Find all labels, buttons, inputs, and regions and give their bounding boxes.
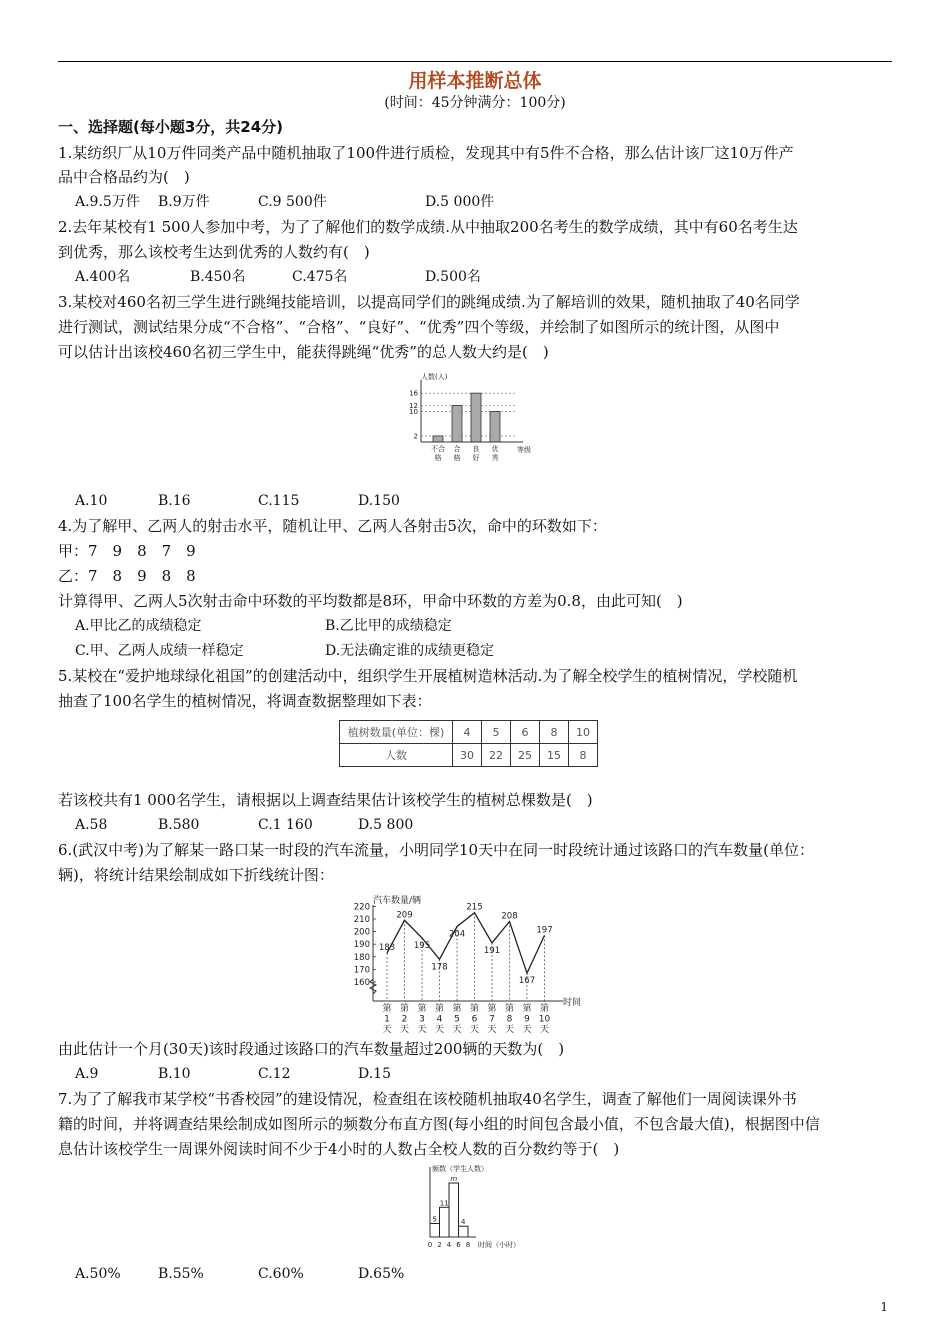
- q4-line1: 4.为了解甲、乙两人的射击水平，随机让甲、乙两人各射击5次，命中的环数如下：: [58, 517, 607, 535]
- chart3-xlabel: 时间（小时）: [478, 1241, 520, 1249]
- page-title: 用样本推断总体: [408, 70, 542, 92]
- chart2-xtick-label: 第: [434, 1004, 445, 1014]
- q4-yi-scores: 乙：7 8 9 8 8: [58, 567, 196, 585]
- chart1-bar: [471, 393, 481, 442]
- chart3-bar: [459, 1226, 469, 1237]
- section-heading: 一、选择题(每小题3分，共24分): [58, 118, 284, 136]
- q5-option-c: C.1 160: [258, 817, 313, 833]
- chart2-xtick-label: 2: [401, 1014, 408, 1025]
- chart1-xtick-label: 好: [472, 454, 480, 462]
- chart2-xtick-label: 3: [419, 1014, 425, 1025]
- q7-line2: 籍的时间，并将调查结果绘制成如图所示的频数分布直方图(每小组的时间包含最小值，不包含最大值)，根据图中信: [58, 1115, 820, 1133]
- q1-option-a: A.9.5万件: [75, 194, 140, 210]
- chart2-series-line: [387, 913, 545, 973]
- q7-line3: 息估计该校学生一周课外阅读时间不少于4小时的人数占全校人数的百分数约等于( ): [58, 1140, 620, 1158]
- chart2-data-label: 197: [536, 925, 553, 936]
- q6-line2: 辆)，将统计结果绘制成如下折线统计图：: [58, 866, 334, 884]
- q4-option-d: D.无法确定谁的成绩更稳定: [325, 643, 495, 659]
- chart2-xtick-label: 第: [522, 1004, 532, 1014]
- grade-bar-chart: [405, 370, 545, 470]
- q4-option-a: A.甲比乙的成绩稳定: [75, 618, 202, 634]
- q3-option-d: D.150: [358, 493, 400, 509]
- chart2-xtick-label: 第: [469, 1004, 480, 1014]
- q4-option-c: C.甲、乙两人成绩一样稳定: [75, 643, 244, 659]
- chart3-bar: [440, 1207, 450, 1237]
- q7-option-b: B.55%: [158, 1266, 204, 1282]
- table-header-cell: 植树数量(单位：棵): [340, 721, 453, 744]
- chart1-bar: [433, 436, 443, 442]
- chart3-xtick-label: 0: [427, 1241, 433, 1249]
- table-cell: 25: [511, 744, 540, 767]
- chart2-data-label: 215: [466, 902, 483, 913]
- chart2-xtick-label: 天: [487, 1025, 497, 1033]
- table-cell: 4: [453, 721, 482, 744]
- chart2-xtick-label: 天: [469, 1025, 480, 1033]
- chart2-ytick-label: 220: [353, 902, 370, 913]
- chart1-ytick-label: 16: [409, 389, 418, 398]
- traffic-line-chart: [345, 893, 595, 1033]
- table-cell: 22: [482, 744, 511, 767]
- chart1-bar: [490, 411, 500, 442]
- q2-line1: 2.去年某校有1 500人参加中考，为了了解他们的数学成绩.从中抽取200名考生的数学成绩，其中有60名考生达: [58, 218, 798, 236]
- reading-histogram: [418, 1163, 548, 1253]
- chart2-xtick-label: 6: [471, 1014, 478, 1025]
- q5-line2: 抽查了100名学生的植树情况，将调查数据整理如下表：: [58, 692, 432, 710]
- q2-line2: 到优秀，那么该校考生达到优秀的人数约有( ): [58, 243, 370, 261]
- chart2-ytick-label: 170: [353, 965, 370, 976]
- table-cell: 5: [482, 721, 511, 744]
- chart1-xtick-label: 优: [491, 445, 499, 453]
- top-rule: [58, 61, 892, 62]
- chart3-data-label: 5: [432, 1215, 437, 1224]
- chart3-bar: [449, 1183, 459, 1237]
- chart2-xtick-label: 天: [504, 1025, 515, 1033]
- chart2-data-label: 178: [431, 962, 448, 973]
- page-subtitle: (时间：45分钟满分：100分): [384, 95, 566, 111]
- chart2-data-label: 209: [396, 910, 413, 921]
- q1-line1: 1.某纺织厂从10万件同类产品中随机抽取了100件进行质检，发现其中有5件不合格，那么估计该厂这10万件产: [58, 144, 794, 162]
- q2-option-a: A.400名: [75, 269, 131, 285]
- q3-option-a: A.10: [75, 493, 108, 509]
- chart2-data-label: 195: [413, 940, 431, 951]
- q2-option-d: D.500名: [425, 269, 481, 285]
- chart2-ytick-label: 210: [353, 915, 370, 925]
- q6-line3: 由此估计一个月(30天)该时段通过该路口的汽车数量超过200辆的天数为( ): [58, 1040, 565, 1058]
- chart1-bar: [452, 405, 462, 442]
- q5-line3: 若该校共有1 000名学生，请根据以上调查结果估计该校学生的植树总棵数是( ): [58, 791, 593, 809]
- chart2-xtick-label: 4: [436, 1014, 443, 1025]
- chart2-data-label: 167: [518, 976, 536, 987]
- chart2-ylabel: 汽车数量/辆: [373, 896, 422, 906]
- q3-line1: 3.某校对460名初三学生进行跳绳技能培训，以提高同学们的跳绳成绩.为了解培训的效果，随机抽取了40名同学: [58, 293, 800, 311]
- table-cell: 15: [540, 744, 569, 767]
- chart2-xtick-label: 天: [434, 1025, 445, 1033]
- chart2-ytick-label: 180: [353, 952, 370, 963]
- table-cell: 10: [569, 721, 598, 744]
- chart3-data-label: 11: [439, 1199, 449, 1208]
- chart1-ylabel: 人数(人): [421, 373, 448, 381]
- q1-option-c: C.9 500件: [258, 194, 327, 210]
- chart2-ytick-label: 160: [353, 978, 370, 988]
- chart3-ylabel: 频数（学生人数）: [432, 1165, 488, 1173]
- chart2-data-label: 191: [483, 945, 501, 956]
- q4-option-b: B.乙比甲的成绩稳定: [325, 618, 452, 634]
- q6-line1: 6.(武汉中考)为了解某一路口某一时段的汽车流量，小明同学10天中在同一时段统计通过该路口的汽车数量(单位：: [58, 841, 814, 859]
- q1-option-d: D.5 000件: [425, 194, 495, 210]
- q5-option-b: B.580: [158, 817, 200, 833]
- q7-option-a: A.50%: [75, 1266, 121, 1282]
- table-cell: 8: [569, 744, 598, 767]
- q5-line1: 5.某校在“爱护地球绿化祖国”的创建活动中，组织学生开展植树造林活动.为了解全校学生的植树情况，学校随机: [58, 667, 798, 685]
- chart2-data-label: 204: [448, 929, 466, 940]
- tree-planting-table: [339, 720, 598, 767]
- chart1-xtick-label: 秀: [491, 454, 499, 462]
- q3-option-c: C.115: [258, 493, 300, 509]
- chart2-xtick-label: 第: [399, 1004, 410, 1014]
- q6-option-a: A.9: [75, 1066, 99, 1082]
- chart2-ytick-label: 190: [353, 940, 370, 951]
- chart3-xtick-label: 2: [437, 1241, 442, 1249]
- table-cell: 30: [453, 744, 482, 767]
- chart2-xtick-label: 9: [524, 1014, 530, 1025]
- chart2-xtick-label: 天: [452, 1025, 462, 1033]
- q7-option-c: C.60%: [258, 1266, 304, 1282]
- q6-option-b: B.10: [158, 1066, 191, 1082]
- chart2-xtick-label: 第: [487, 1004, 497, 1014]
- chart2-data-label: 183: [378, 943, 396, 954]
- q7-option-d: D.65%: [358, 1266, 405, 1282]
- q4-line2: 计算得甲、乙两人5次射击命中环数的平均数都是8环，甲命中环数的方差为0.8，由此可知( ): [58, 592, 683, 610]
- table-cell: 6: [511, 721, 540, 744]
- chart1-ytick-label: 2: [413, 432, 418, 441]
- chart3-xtick-label: 6: [456, 1241, 461, 1249]
- chart2-xtick-label: 7: [489, 1014, 495, 1025]
- chart2-xtick-label: 第: [539, 1004, 550, 1014]
- chart3-xtick-label: 8: [465, 1241, 471, 1249]
- chart2-ytick-label: 200: [353, 927, 370, 938]
- chart1-ytick-label: 10: [409, 407, 418, 416]
- chart2-xtick-label: 5: [454, 1014, 460, 1025]
- chart3-bar: [430, 1224, 440, 1238]
- q5-option-a: A.58: [75, 817, 108, 833]
- table-row: [340, 721, 598, 744]
- chart1-xtick-label: 格: [453, 454, 461, 462]
- chart2-xtick-label: 天: [399, 1025, 410, 1033]
- chart1-xlabel: 等级: [517, 446, 531, 454]
- q3-line2: 进行测试，测试结果分成“不合格”、“合格”、“良好”、“优秀”四个等级，并绘制了如图所示的统计图，从图中: [58, 318, 780, 336]
- chart1-xtick-label: 不合: [431, 445, 445, 453]
- chart3-data-label: 4: [461, 1218, 466, 1227]
- chart1-xtick-label: 良: [472, 445, 480, 453]
- q3-line3: 可以估计出该校460名初三学生中，能获得跳绳“优秀”的总人数大约是( ): [58, 343, 549, 361]
- page-number: 1: [880, 1300, 888, 1314]
- chart2-xtick-label: 天: [417, 1025, 427, 1033]
- table-cell: 8: [540, 721, 569, 744]
- chart1-xtick-label: 合: [453, 445, 461, 453]
- chart2-xtick-label: 天: [539, 1025, 550, 1033]
- chart2-xtick-label: 天: [382, 1025, 392, 1033]
- q6-option-c: C.12: [258, 1066, 291, 1082]
- q1-option-b: B.9万件: [158, 194, 210, 210]
- q7-line1: 7.为了了解我市某学校“书香校园”的建设情况，检查组在该校随机抽取40名学生，调查了解他们一周阅读课外书: [58, 1090, 797, 1108]
- chart2-xtick-label: 8: [506, 1014, 513, 1025]
- chart2-xtick-label: 第: [417, 1004, 427, 1014]
- chart2-xtick-label: 天: [522, 1025, 532, 1033]
- chart2-xtick-label: 10: [538, 1014, 551, 1025]
- chart2-data-label: 208: [501, 911, 518, 922]
- chart2-xtick-label: 第: [382, 1004, 392, 1014]
- q4-jia-scores: 甲：7 9 8 7 9: [58, 542, 196, 560]
- chart2-xtick-label: 第: [504, 1004, 515, 1014]
- table-row: [340, 744, 598, 767]
- chart2-xtick-label: 第: [452, 1004, 462, 1014]
- q2-option-c: C.475名: [292, 269, 348, 285]
- chart3-xtick-label: 4: [446, 1241, 452, 1249]
- q2-option-b: B.450名: [190, 269, 246, 285]
- table-header-cell: 人数: [340, 744, 453, 767]
- chart1-ytick-label: 12: [409, 401, 418, 410]
- chart3-data-label: m: [450, 1175, 458, 1183]
- q5-option-d: D.5 800: [358, 817, 414, 833]
- q1-line2: 品中合格品约为( ): [58, 168, 190, 186]
- q6-option-d: D.15: [358, 1066, 391, 1082]
- chart2-xtick-label: 1: [384, 1014, 390, 1025]
- chart2-xlabel: 时间: [563, 998, 582, 1008]
- q3-option-b: B.16: [158, 493, 191, 509]
- chart1-xtick-label: 格: [434, 454, 442, 462]
